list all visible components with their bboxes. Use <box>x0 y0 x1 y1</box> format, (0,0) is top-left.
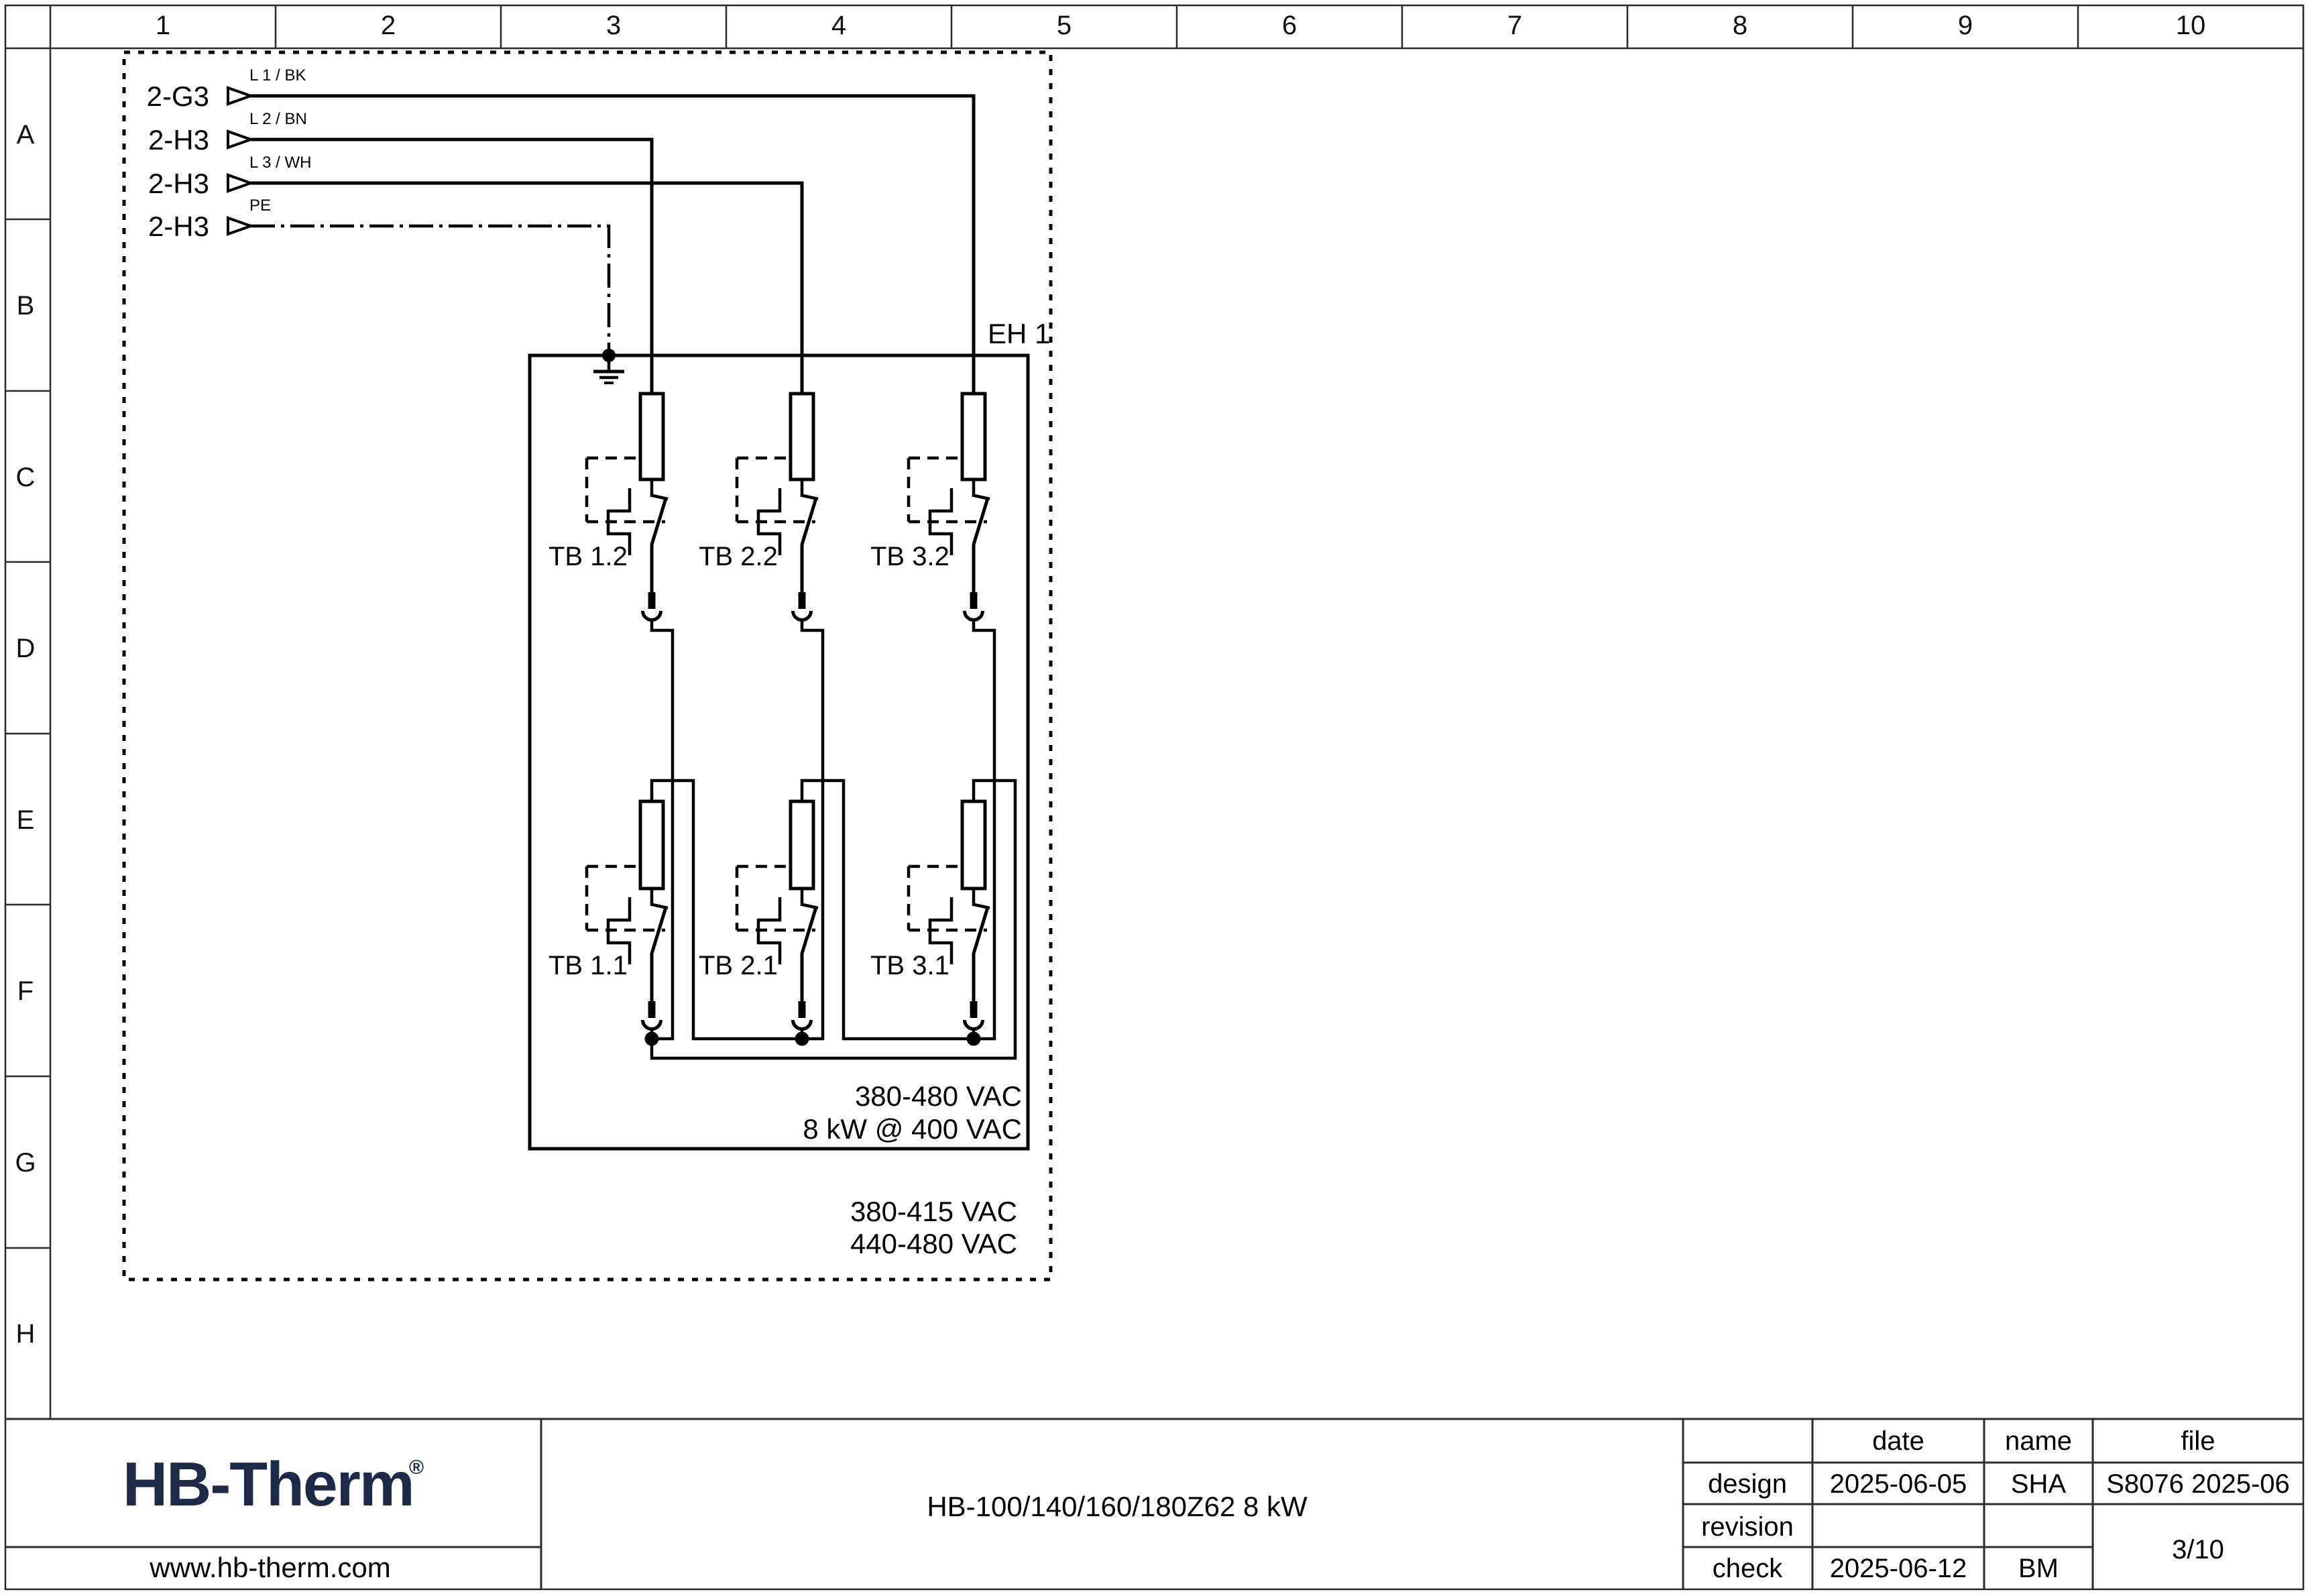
rating-line1: 380-480 VAC <box>854 1080 1022 1112</box>
wire-label: L 3 / WH <box>249 154 312 172</box>
wire-label: L 2 / BN <box>249 110 307 128</box>
wire-label: L 1 / BK <box>249 66 306 84</box>
ground-icon <box>593 356 624 383</box>
row-label: E <box>16 805 35 835</box>
breaker-label: TB 2.2 <box>699 542 778 571</box>
terminal-arrow-icon <box>228 218 251 234</box>
wire-L3 <box>251 183 802 394</box>
design-name: SHA <box>2010 1469 2067 1499</box>
terminal-arrow-icon <box>228 88 251 104</box>
voltage-option-2: 440-480 VAC <box>850 1228 1017 1259</box>
brand-cell <box>123 1449 424 1583</box>
connector-socket-icon <box>793 611 811 620</box>
sheet-border <box>5 5 2303 1589</box>
table-header-date: date <box>1872 1426 1924 1456</box>
terminal-arrow-icon <box>228 175 251 191</box>
breaker-contact <box>652 498 666 592</box>
row-label: G <box>15 1148 36 1178</box>
table-header-file: file <box>2181 1426 2215 1456</box>
connector-pin-icon <box>799 1001 806 1018</box>
breaker-contact <box>974 498 988 592</box>
registered-mark-icon: ® <box>409 1457 424 1479</box>
breaker-label: TB 3.1 <box>870 951 949 980</box>
connector-pin-icon <box>648 592 656 609</box>
brand-logo: HB-Therm <box>123 1449 414 1519</box>
terminal-ref: 2-H3 <box>148 124 209 156</box>
column-label: 8 <box>1732 11 1748 40</box>
table-header-name: name <box>2004 1426 2073 1456</box>
rating-line2: 8 kW @ 400 VAC <box>803 1113 1022 1145</box>
heater-element-top <box>587 394 668 620</box>
column-label: 6 <box>1281 11 1297 40</box>
supply-terminals <box>147 66 974 394</box>
terminal-ref: 2-H3 <box>148 211 209 242</box>
breaker-label: TB 1.2 <box>549 542 628 571</box>
junction-dot <box>967 1032 981 1046</box>
row-label: B <box>16 291 35 321</box>
design-row-label: design <box>1708 1469 1787 1499</box>
column-label: 1 <box>155 11 171 40</box>
connector-pin-icon <box>799 592 806 609</box>
row-label: F <box>17 976 34 1006</box>
design-date: 2025-06-05 <box>1829 1469 1967 1499</box>
junction-dot <box>795 1032 809 1046</box>
column-label: 7 <box>1507 11 1523 40</box>
connector-socket-icon <box>643 1020 661 1029</box>
revision-row-label: revision <box>1701 1512 1794 1542</box>
voltage-option-1: 380-415 VAC <box>850 1196 1017 1227</box>
terminal-L3 <box>148 154 802 394</box>
connector-socket-icon <box>965 611 983 620</box>
connector-socket-icon <box>793 1020 811 1029</box>
connector-pin-icon <box>648 1001 656 1018</box>
column-label: 5 <box>1056 11 1072 40</box>
connector-socket-icon <box>643 611 661 620</box>
website-link[interactable]: www.hb-therm.com <box>150 1552 391 1583</box>
title-block <box>5 1419 2303 1589</box>
terminal-L2 <box>148 110 652 394</box>
column-label: 2 <box>380 11 396 40</box>
check-name: BM <box>2018 1554 2059 1583</box>
sheet-frame <box>5 5 2303 1589</box>
breaker-contact <box>974 907 988 1001</box>
breaker-contact <box>802 498 816 592</box>
eh1-enclosure-box <box>530 355 1028 1149</box>
file-value: S8076 2025-06 <box>2106 1469 2290 1499</box>
column-label: 4 <box>831 11 847 40</box>
terminal-ref: 2-H3 <box>148 168 209 199</box>
connector-socket-icon <box>965 1020 983 1029</box>
breaker-label: TB 2.1 <box>699 951 778 980</box>
column-ruler <box>156 11 2205 40</box>
check-row-label: check <box>1712 1554 1783 1583</box>
breaker-label: TB 3.2 <box>870 542 949 571</box>
phase-unit-2 <box>699 394 974 1046</box>
phase-unit-1 <box>549 394 802 1046</box>
wire-label: PE <box>249 196 272 215</box>
wire-PE <box>251 226 609 355</box>
column-label: 10 <box>2175 11 2206 40</box>
breaker-contact <box>652 907 666 1001</box>
row-label: C <box>15 463 36 492</box>
row-label: H <box>15 1319 36 1349</box>
breaker-contact <box>802 907 816 1001</box>
row-label: D <box>15 634 36 663</box>
heater-element-bottom <box>587 801 668 1039</box>
check-date: 2025-06-12 <box>1829 1554 1967 1583</box>
breaker-label: TB 1.1 <box>549 951 628 980</box>
connector-pin-icon <box>970 1001 978 1018</box>
page-number: 3/10 <box>2172 1535 2224 1564</box>
series-link-wire <box>802 781 974 1039</box>
drawing-title: HB-100/140/160/180Z62 8 kW <box>927 1491 1308 1522</box>
heater-element-top <box>737 394 974 1046</box>
terminal-arrow-icon <box>228 131 251 148</box>
column-label: 3 <box>605 11 622 40</box>
connector-pin-icon <box>970 592 978 609</box>
heater-circuit <box>530 318 1050 1259</box>
eh1-label: EH 1 <box>988 318 1051 349</box>
column-label: 9 <box>1957 11 1973 40</box>
terminal-ref: 2-G3 <box>146 80 209 112</box>
row-label: A <box>16 120 35 150</box>
